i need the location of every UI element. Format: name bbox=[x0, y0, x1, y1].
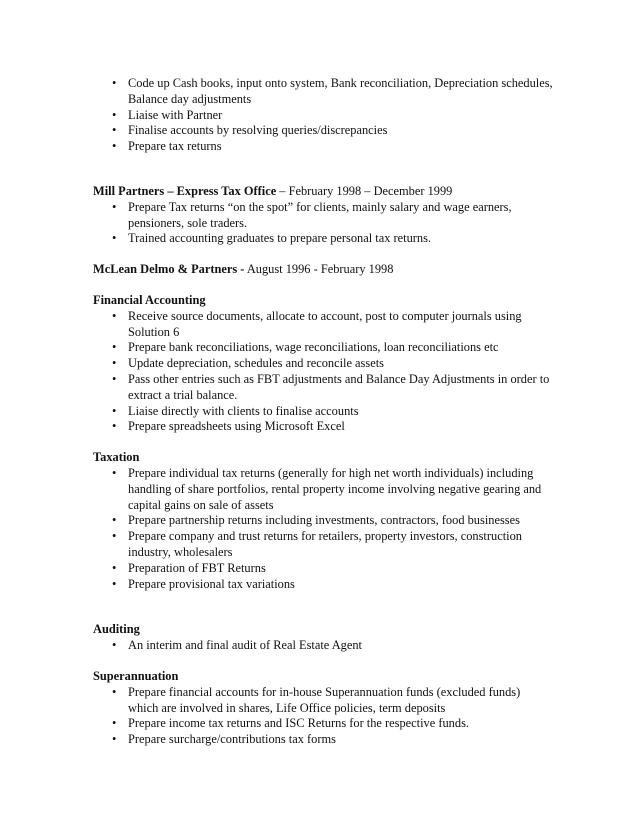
resume-content bbox=[93, 76, 553, 748]
list-item-text: Prepare bank reconciliations, wage reconciliations, loan reconciliations etc bbox=[128, 340, 499, 355]
list-item bbox=[93, 76, 553, 108]
list-item-text: Trained accounting graduates to prepare personal tax returns. bbox=[128, 231, 432, 246]
list-item bbox=[93, 108, 553, 124]
bullet-icon: • bbox=[112, 638, 117, 653]
section-heading-taxation bbox=[93, 450, 553, 466]
list-item bbox=[93, 732, 553, 748]
bullet-list-financial-accounting bbox=[93, 309, 553, 435]
bullet-list-duties bbox=[93, 76, 553, 155]
list-item-text: An interim and final audit of Real Estate Agent bbox=[128, 638, 362, 653]
list-item bbox=[93, 231, 553, 247]
bullet-icon: • bbox=[112, 465, 117, 480]
bullet-icon: • bbox=[112, 76, 117, 90]
list-item bbox=[93, 638, 553, 654]
list-item-text: Finalise accounts by resolving queries/discrepancies bbox=[128, 123, 388, 138]
list-item-text: Prepare partnership returns including investments, contractors, food businesses bbox=[128, 513, 520, 528]
list-item-text: Prepare provisional tax variations bbox=[128, 576, 295, 591]
bullet-list-superannuation bbox=[93, 685, 553, 748]
list-item bbox=[93, 685, 553, 717]
list-item-text: Prepare surcharge/contributions tax forms bbox=[128, 732, 336, 747]
list-item bbox=[93, 529, 553, 561]
list-item bbox=[93, 356, 553, 372]
employment-dates: August 1996 - February 1998 bbox=[244, 262, 394, 277]
job-heading-mclean-delmo bbox=[93, 262, 553, 278]
bullet-list-auditing bbox=[93, 638, 553, 654]
bullet-icon: • bbox=[112, 139, 117, 154]
bullet-list-taxation bbox=[93, 466, 553, 592]
employer-name: Mill Partners – Express Tax Office bbox=[93, 183, 277, 198]
bullet-icon: • bbox=[112, 199, 117, 214]
bullet-icon: • bbox=[112, 123, 117, 138]
list-item bbox=[93, 716, 553, 732]
section-heading-financial-accounting bbox=[93, 293, 553, 309]
list-item-text: Pass other entries such as FBT adjustments and Balance Day Adjustments in order to extract a trial balance. bbox=[128, 371, 550, 402]
list-item bbox=[93, 309, 553, 341]
bullet-list-mill-partners bbox=[93, 200, 553, 247]
list-item-text: Prepare income tax returns and ISC Returns for the respective funds. bbox=[128, 716, 469, 731]
section-title: Taxation bbox=[93, 450, 140, 465]
bullet-icon: • bbox=[112, 356, 117, 371]
section-heading-auditing bbox=[93, 622, 553, 638]
list-item bbox=[93, 577, 553, 593]
list-item bbox=[93, 200, 553, 232]
bullet-icon: • bbox=[112, 308, 117, 323]
list-item-text: Prepare financial accounts for in-house Superannuation funds (excluded funds) which are involved in shares, Life Office policies, term deposits bbox=[128, 684, 521, 715]
list-item-text: Prepare spreadsheets using Microsoft Excel bbox=[128, 419, 345, 434]
list-item-text: Liaise with Partner bbox=[128, 107, 223, 122]
bullet-icon: • bbox=[112, 340, 117, 355]
list-item-text: Prepare company and trust returns for retailers, property investors, construction industry, wholesalers bbox=[128, 529, 522, 559]
job-heading-mill-partners bbox=[93, 184, 553, 200]
bullet-icon: • bbox=[112, 684, 117, 699]
employment-dates: – February 1998 – December 1999 bbox=[276, 183, 453, 198]
bullet-icon: • bbox=[112, 513, 117, 528]
list-item-text: Prepare individual tax returns (generally for high net worth individuals) including handling of share portfolios, rental property income involving negative gearing and capital gains on sale of assets bbox=[128, 465, 542, 512]
employer-name: McLean Delmo & Partners - bbox=[93, 262, 245, 277]
bullet-icon: • bbox=[112, 419, 117, 434]
section-title: Financial Accounting bbox=[93, 292, 206, 307]
bullet-icon: • bbox=[112, 529, 117, 544]
section-title: Superannuation bbox=[93, 668, 179, 683]
list-item bbox=[93, 419, 553, 435]
list-item bbox=[93, 561, 553, 577]
list-item bbox=[93, 139, 553, 155]
list-item-text: Prepare tax returns bbox=[128, 139, 222, 154]
list-item-text: Receive source documents, allocate to account, post to computer journals using Solution 6 bbox=[128, 308, 522, 339]
list-item-text: Prepare Tax returns “on the spot” for clients, mainly salary and wage earners, pensioners, sole traders. bbox=[128, 199, 512, 230]
list-item-text: Liaise directly with clients to finalise accounts bbox=[128, 403, 359, 418]
list-item bbox=[93, 513, 553, 529]
list-item-text: Preparation of FBT Returns bbox=[128, 560, 266, 575]
list-item bbox=[93, 372, 553, 404]
bullet-icon: • bbox=[112, 371, 117, 386]
bullet-icon: • bbox=[112, 560, 117, 575]
list-item bbox=[93, 123, 553, 139]
list-item-text: Code up Cash books, input onto system, Bank reconciliation, Depreciation schedules, Balance day adjustments bbox=[128, 76, 553, 106]
list-item bbox=[93, 340, 553, 356]
bullet-icon: • bbox=[112, 576, 117, 591]
section-heading-superannuation bbox=[93, 669, 553, 685]
list-item bbox=[93, 404, 553, 420]
list-item-text: Update depreciation, schedules and reconcile assets bbox=[128, 356, 384, 371]
section-title: Auditing bbox=[93, 622, 140, 637]
bullet-icon: • bbox=[112, 732, 117, 747]
list-item bbox=[93, 466, 553, 513]
bullet-icon: • bbox=[112, 716, 117, 731]
bullet-icon: • bbox=[112, 231, 117, 246]
bullet-icon: • bbox=[112, 107, 117, 122]
bullet-icon: • bbox=[112, 403, 117, 418]
